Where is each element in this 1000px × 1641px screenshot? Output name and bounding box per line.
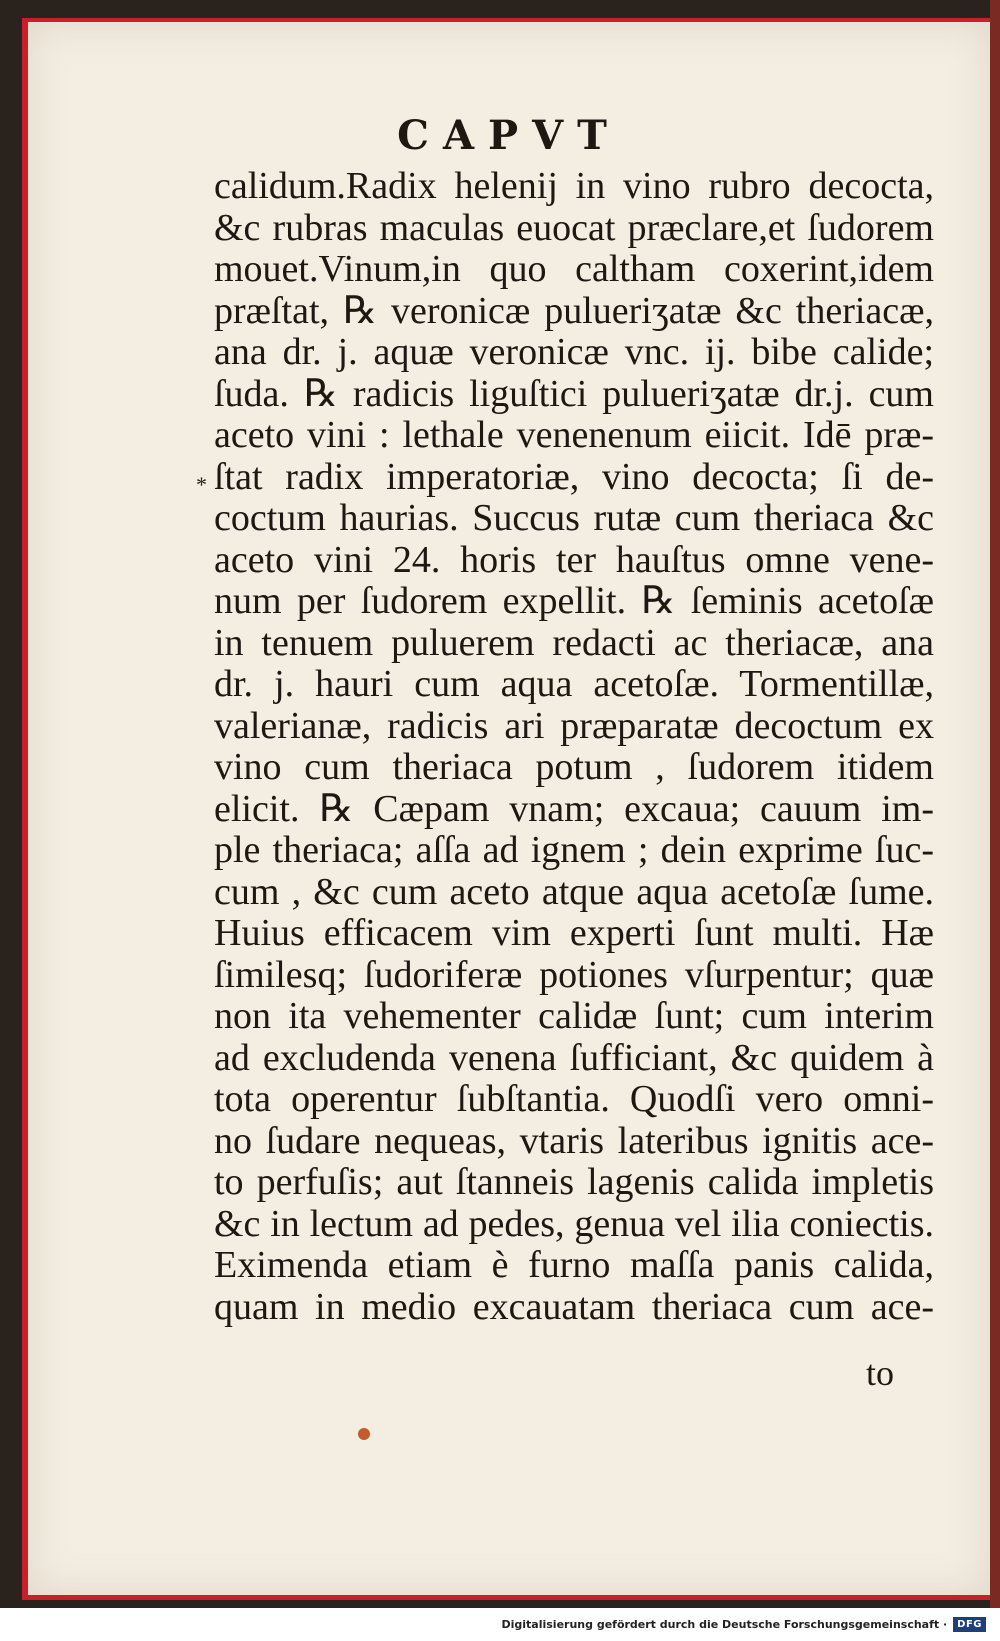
text-line: mouet.Vinum,in quo caltham coxerint,idem <box>214 248 934 290</box>
funding-credit: Digitalisierung gefördert durch die Deutsche Forschungsgemeinschaft · <box>501 1617 948 1631</box>
text-line: Eximenda etiam è furno maſſa panis calida, <box>214 1244 934 1286</box>
text-line: to perfuſis; aut ſtanneis lagenis calida impletis <box>214 1161 934 1203</box>
text-line: dr. j. hauri cum aqua acetoſæ. Tormentillæ, <box>214 663 934 705</box>
margin-mark: * <box>196 472 207 497</box>
text-line: ſtat radix imperatoriæ, vino decocta; ſi de- <box>214 455 934 498</box>
text-line: tota operentur ſubſtantia. Quodſi vero omni- <box>214 1078 934 1120</box>
text-line: cum , &c cum aceto atque aqua acetoſæ ſume. <box>214 870 934 913</box>
text-line: ad excludenda venena ſufficiant, &c quidem à <box>214 1036 934 1079</box>
text-line: vino cum theriaca potum , ſudorem itidem <box>214 746 934 788</box>
text-line: ſuda. ℞ radicis liguſtici pulueriʒatæ dr.j. cum <box>214 372 934 415</box>
text-line: num per ſudorem expellit. ℞ ſeminis acetoſæ <box>214 580 934 622</box>
text-line: quam in medio excauatam theriaca cum ace- <box>214 1285 934 1328</box>
text-line: præſtat, ℞ veronicæ pulueriʒatæ &c theriacæ, <box>214 289 934 332</box>
text-line: ſimilesq; ſudoriferæ potiones vſurpentur; quæ <box>214 953 934 996</box>
text-line: coctum haurias. Succus rutæ cum theriaca &c <box>214 497 934 539</box>
page-edge <box>990 0 1000 1608</box>
ink-spot <box>358 1428 370 1440</box>
text-line: ana dr. j. aquæ veronicæ vnc. ij. bibe calide; <box>214 331 934 373</box>
text-line: &c in lectum ad pedes, genua vel ilia coniectis. <box>214 1202 934 1245</box>
text-line: in tenuem puluerem redacti ac theriacæ, ana <box>214 621 934 664</box>
text-line: no ſudare nequeas, vtaris lateribus ignitis ace- <box>214 1119 934 1162</box>
text-line: &c rubras maculas euocat præclare,et ſudorem <box>214 206 934 249</box>
text-line: calidum.Radix helenij in vino rubro decocta, <box>214 165 934 207</box>
catchword: to <box>865 1353 894 1393</box>
text-line: valerianæ, radicis ari præparatæ decoctum ex <box>214 704 934 747</box>
text-line: aceto vini 24. horis ter hauſtus omne vene- <box>214 538 934 581</box>
dfg-logo-icon: DFG <box>953 1617 986 1632</box>
book-page <box>22 18 990 1600</box>
text-line: non ita vehementer calidæ ſunt; cum interim <box>214 995 934 1037</box>
text-line: elicit. ℞ Cæpam vnam; excaua; cauum im- <box>214 787 934 830</box>
digitization-footer <box>501 1613 986 1635</box>
page-body-text <box>214 166 934 1328</box>
text-line: Huius efficacem vim experti ſunt multi. Hæ <box>214 912 934 954</box>
text-line: aceto vini : lethale venenenum eiicit. Idē præ- <box>214 414 934 456</box>
text-line: ple theriaca; aſſa ad ignem ; dein exprime ſuc- <box>214 829 934 871</box>
running-header: CAPVT <box>397 112 621 159</box>
